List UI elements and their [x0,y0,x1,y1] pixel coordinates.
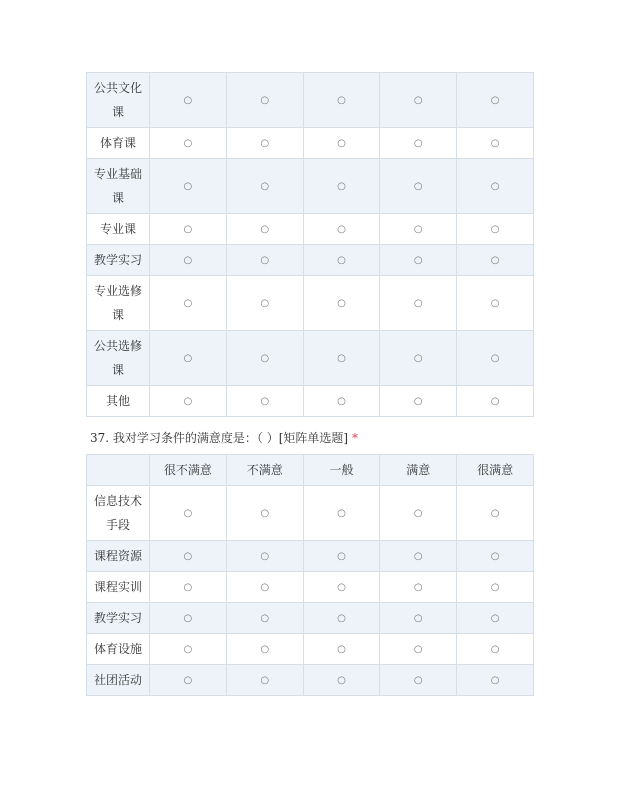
radio-button[interactable]: ○ [183,95,193,106]
radio-button[interactable]: ○ [337,508,346,519]
radio-cell [303,73,380,128]
radio-button[interactable]: ○ [413,551,423,562]
radio-cell [150,386,227,417]
radio-button[interactable]: ○ [337,396,346,407]
radio-cell [457,214,534,245]
radio-cell [457,486,534,541]
radio-cell [380,386,457,417]
radio-button[interactable]: ○ [337,551,346,562]
radio-button[interactable]: ○ [413,353,423,364]
radio-cell [303,572,380,603]
radio-cell [380,73,457,128]
radio-button[interactable]: ○ [337,298,346,309]
radio-button[interactable]: ○ [337,138,346,149]
radio-cell [150,665,227,696]
matrix-table-body [87,73,534,417]
radio-button[interactable]: ○ [413,298,423,309]
radio-button[interactable]: ○ [260,508,270,519]
radio-button[interactable]: ○ [260,224,270,235]
row-label: 专业基础课 [87,159,150,214]
radio-cell [150,245,227,276]
radio-button[interactable]: ○ [260,675,270,686]
radio-cell [303,634,380,665]
radio-cell [150,486,227,541]
radio-cell [380,572,457,603]
radio-cell [226,331,303,386]
radio-cell [226,276,303,331]
radio-cell [380,665,457,696]
radio-cell [226,665,303,696]
row-label: 教学实习 [87,245,150,276]
header-corner-cell [87,455,150,486]
radio-button[interactable]: ○ [183,508,193,519]
radio-button[interactable]: ○ [413,224,423,235]
radio-cell [150,128,227,159]
radio-cell [303,276,380,331]
row-label: 公共选修课 [87,331,150,386]
radio-cell [226,603,303,634]
table-row [87,572,534,603]
row-label: 专业选修课 [87,276,150,331]
radio-cell [150,73,227,128]
radio-cell [150,276,227,331]
radio-cell [226,214,303,245]
radio-cell [457,572,534,603]
row-label: 课程资源 [87,541,150,572]
matrix-table-question-37 [86,454,534,696]
radio-button[interactable]: ○ [490,675,500,686]
radio-cell [380,603,457,634]
radio-button[interactable]: ○ [183,298,193,309]
radio-button[interactable]: ○ [260,551,270,562]
radio-button[interactable]: ○ [337,582,346,593]
radio-cell [457,128,534,159]
radio-cell [303,128,380,159]
radio-button[interactable]: ○ [260,138,270,149]
row-label: 社团活动 [87,665,150,696]
radio-button[interactable]: ○ [490,298,500,309]
radio-button[interactable]: ○ [260,644,270,655]
radio-button[interactable]: ○ [337,255,346,266]
row-label: 信息技术手段 [87,486,150,541]
radio-cell [150,214,227,245]
radio-button[interactable]: ○ [413,396,423,407]
radio-button[interactable]: ○ [413,255,423,266]
radio-cell [226,73,303,128]
table-row [87,603,534,634]
radio-button[interactable]: ○ [490,582,500,593]
header-option-very-satisfied: 很满意 [457,455,534,486]
radio-button[interactable]: ○ [337,613,346,624]
radio-cell [457,634,534,665]
header-option-very-dissatisfied: 很不满意 [150,455,227,486]
radio-cell [380,159,457,214]
radio-cell [226,386,303,417]
row-label: 专业课 [87,214,150,245]
radio-cell [380,634,457,665]
radio-cell [380,331,457,386]
radio-cell [150,634,227,665]
radio-button[interactable]: ○ [413,95,423,106]
radio-button[interactable]: ○ [183,582,193,593]
radio-cell [380,245,457,276]
radio-cell [303,245,380,276]
radio-cell [226,634,303,665]
radio-cell [457,541,534,572]
radio-cell [150,572,227,603]
row-label: 教学实习 [87,603,150,634]
radio-button[interactable]: ○ [183,551,193,562]
radio-button[interactable]: ○ [490,396,500,407]
radio-button[interactable]: ○ [490,95,500,106]
row-label: 其他 [87,386,150,417]
radio-cell [226,128,303,159]
row-label: 公共文化课 [87,73,150,128]
table-row [87,159,534,214]
row-label: 体育课 [87,128,150,159]
radio-cell [303,331,380,386]
radio-cell [226,486,303,541]
radio-button[interactable]: ○ [490,508,500,519]
radio-button[interactable]: ○ [260,613,270,624]
table-row [87,73,534,128]
table-row [87,634,534,665]
radio-cell [380,276,457,331]
radio-cell [380,128,457,159]
header-option-neutral: 一般 [303,455,380,486]
question-text: 我对学习条件的满意度是：（ ）[矩阵单选题] [112,431,349,445]
table-row [87,665,534,696]
radio-cell [457,665,534,696]
radio-button[interactable]: ○ [490,353,500,364]
radio-cell [303,386,380,417]
question-number: 37. [90,431,110,445]
radio-button[interactable]: ○ [490,644,500,655]
radio-cell [457,159,534,214]
radio-button[interactable]: ○ [337,95,346,106]
radio-button[interactable]: ○ [413,508,423,519]
radio-cell [226,572,303,603]
row-label: 体育设施 [87,634,150,665]
radio-button[interactable]: ○ [183,138,193,149]
matrix-table-body [87,486,534,696]
table-row [87,386,534,417]
radio-button[interactable]: ○ [260,298,270,309]
table-row [87,276,534,331]
radio-button[interactable]: ○ [413,613,423,624]
row-label: 课程实训 [87,572,150,603]
radio-cell [303,214,380,245]
radio-button[interactable]: ○ [183,255,193,266]
radio-button[interactable]: ○ [260,396,270,407]
radio-cell [303,603,380,634]
radio-button[interactable]: ○ [413,644,423,655]
question-37-title [90,429,358,446]
radio-button[interactable]: ○ [183,675,193,686]
radio-cell [303,665,380,696]
radio-button[interactable]: ○ [490,181,500,192]
radio-button[interactable]: ○ [183,613,193,624]
radio-button[interactable]: ○ [413,675,423,686]
radio-cell [150,331,227,386]
radio-cell [303,486,380,541]
radio-button[interactable]: ○ [490,224,500,235]
radio-cell [457,331,534,386]
radio-button[interactable]: ○ [490,613,500,624]
radio-button[interactable]: ○ [337,181,346,192]
radio-cell [457,276,534,331]
radio-button[interactable]: ○ [490,551,500,562]
radio-button[interactable]: ○ [260,255,270,266]
radio-button[interactable]: ○ [260,353,270,364]
table-row [87,245,534,276]
table-row [87,214,534,245]
radio-cell [380,214,457,245]
table-row [87,541,534,572]
radio-button[interactable]: ○ [337,353,346,364]
radio-button[interactable]: ○ [183,644,193,655]
radio-cell [150,541,227,572]
radio-cell [303,541,380,572]
table-row [87,486,534,541]
radio-button[interactable]: ○ [260,181,270,192]
radio-button[interactable]: ○ [490,138,500,149]
radio-cell [150,603,227,634]
radio-button[interactable]: ○ [337,675,346,686]
radio-cell [380,541,457,572]
radio-button[interactable]: ○ [260,582,270,593]
required-mark: * [351,431,358,445]
radio-cell [457,245,534,276]
radio-button[interactable]: ○ [260,95,270,106]
radio-button[interactable]: ○ [183,224,193,235]
radio-cell [457,386,534,417]
radio-cell [226,541,303,572]
radio-button[interactable]: ○ [413,181,423,192]
header-option-satisfied: 满意 [380,455,457,486]
radio-button[interactable]: ○ [183,181,193,192]
radio-button[interactable]: ○ [413,582,423,593]
radio-cell [226,245,303,276]
radio-cell [380,486,457,541]
radio-cell [457,73,534,128]
header-option-dissatisfied: 不满意 [226,455,303,486]
radio-button[interactable]: ○ [490,255,500,266]
radio-button[interactable]: ○ [337,224,346,235]
radio-button[interactable]: ○ [413,138,423,149]
table-row [87,128,534,159]
radio-cell [226,159,303,214]
matrix-header [87,455,534,486]
radio-button[interactable]: ○ [183,396,193,407]
radio-cell [457,603,534,634]
radio-button[interactable]: ○ [183,353,193,364]
radio-cell [150,159,227,214]
radio-button[interactable]: ○ [337,644,346,655]
matrix-table-previous-question [86,72,534,417]
radio-cell [303,159,380,214]
table-row [87,331,534,386]
